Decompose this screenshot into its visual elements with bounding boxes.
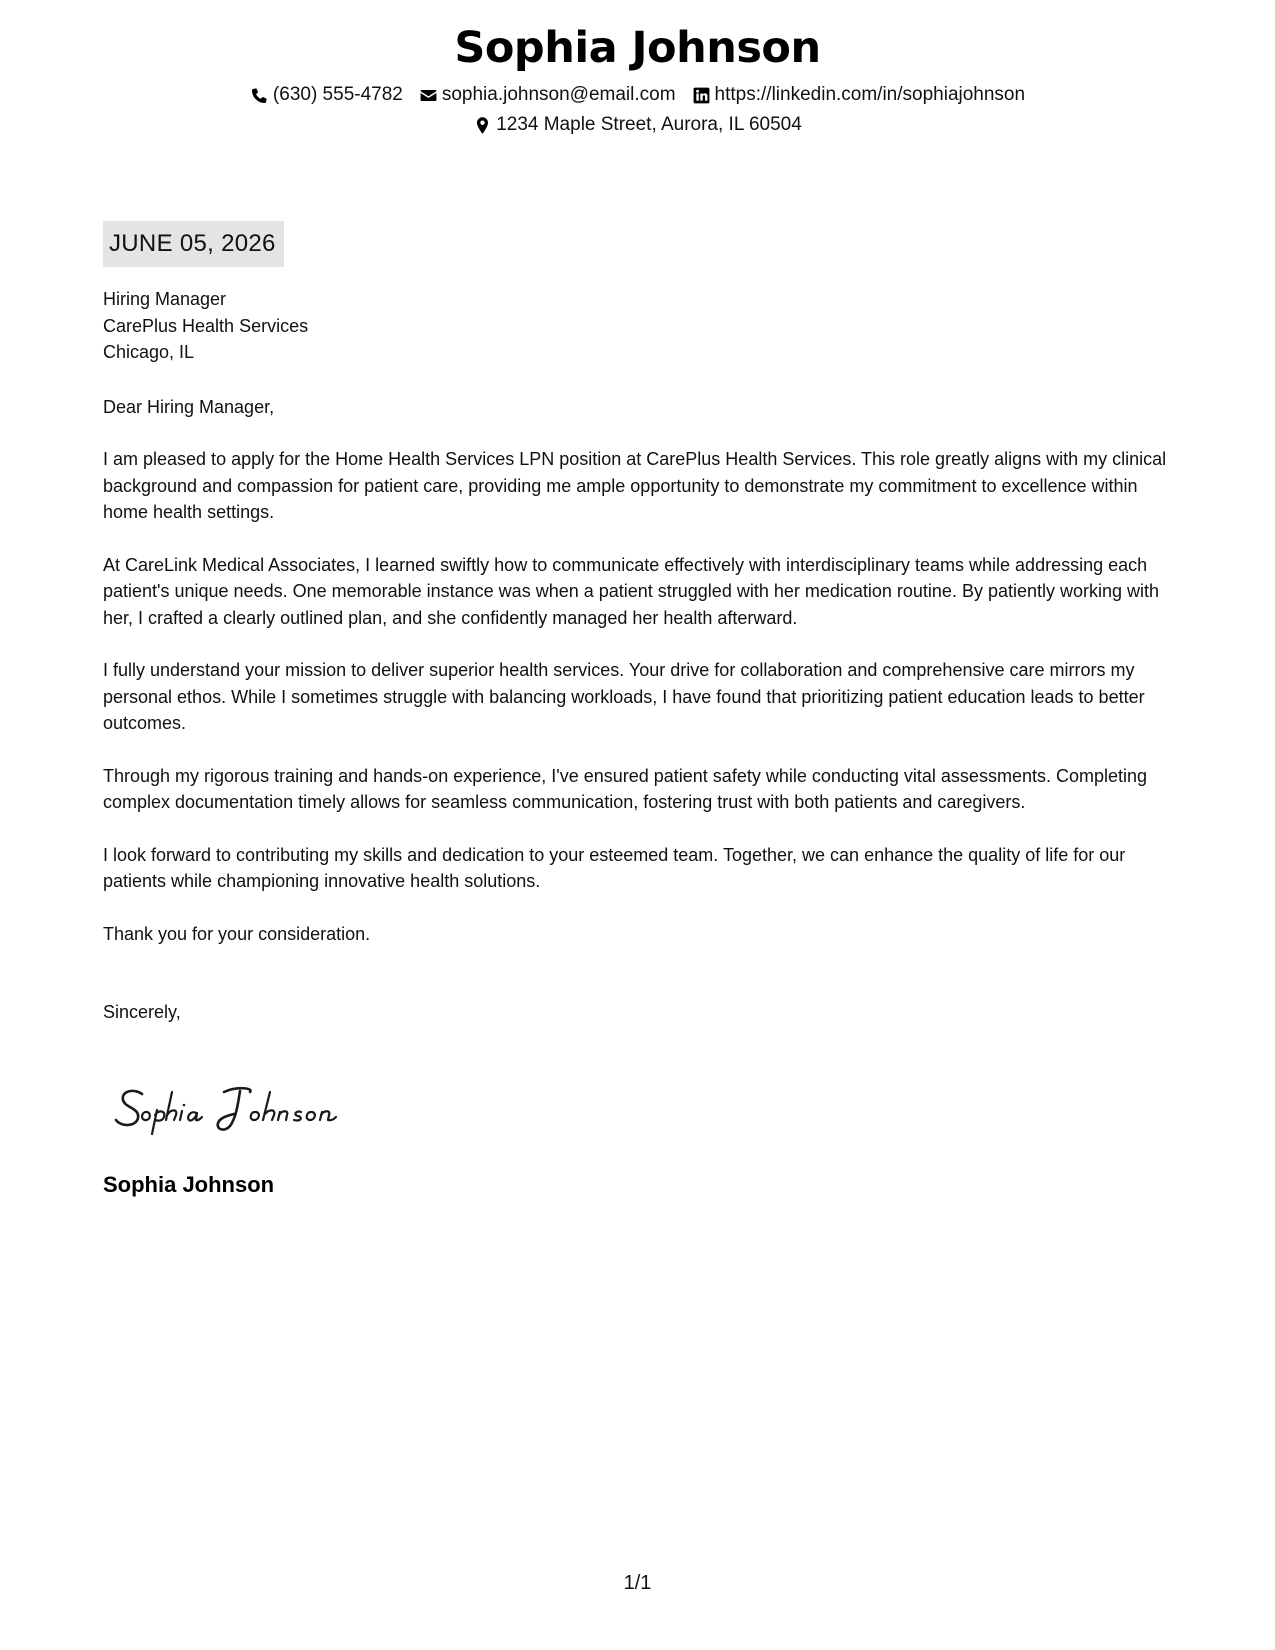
address-row xyxy=(0,112,1275,138)
letter-header xyxy=(0,20,1275,138)
page-indicator: 1/1 xyxy=(623,1572,652,1594)
recipient-title: Hiring Manager xyxy=(103,289,227,309)
signer-name: Sophia Johnson xyxy=(103,1172,275,1197)
salutation: Dear Hiring Manager, xyxy=(103,396,275,417)
body-paragraph: Through my rigorous training and hands-on experience, I've ensured patient safety while conducting vital assessments. Completing complex documentation timely allows for seamless communication, fostering trust with both patients and caregivers. xyxy=(103,765,1148,812)
contact-phone xyxy=(250,82,403,108)
phone-icon xyxy=(250,86,269,105)
email-address[interactable]: sophia.johnson@email.com xyxy=(441,84,676,105)
recipient-company: CarePlus Health Services xyxy=(103,315,309,336)
letter-date: JUNE 05, 2026 xyxy=(103,221,284,267)
linkedin-url[interactable]: https://linkedin.com/in/sophiajohnson xyxy=(714,84,1026,105)
handwritten-signature xyxy=(112,1082,362,1138)
street-address: 1234 Maple Street, Aurora, IL 60504 xyxy=(496,114,802,135)
body-paragraph: I am pleased to apply for the Home Health Services LPN position at CarePlus Health Services. This role greatly aligns with my clinical background and compassion for patient care, providing me ample opportunity to demonstrate my commitment to excellence within home health settings. xyxy=(103,449,1167,522)
applicant-name: Sophia Johnson xyxy=(454,23,821,73)
letter-body xyxy=(103,286,1178,1026)
thank-you-line: Thank you for your consideration. xyxy=(103,923,371,944)
contact-email[interactable] xyxy=(419,82,676,108)
recipient-block xyxy=(103,286,1178,366)
contact-linkedin[interactable] xyxy=(692,82,1026,108)
phone-number: (630) 555-4782 xyxy=(272,84,403,105)
body-paragraph: I look forward to contributing my skills and dedication to your esteemed team. Together, we can enhance the quality of life for our patients while championing innovative health solutions. xyxy=(103,844,1126,891)
contact-row xyxy=(0,82,1275,108)
envelope-icon xyxy=(419,86,438,105)
linkedin-icon xyxy=(692,86,711,105)
map-pin-icon xyxy=(473,116,492,135)
body-paragraph: I fully understand your mission to deliver superior health services. Your drive for collaboration and comprehensive care mirrors my personal ethos. While I sometimes struggle with balancing workloads, I have found that prioritizing patient education leads to better outcomes. xyxy=(103,660,1145,733)
body-paragraph: At CareLink Medical Associates, I learned swiftly how to communicate effectively with interdisciplinary teams while addressing each patient's unique needs. One memorable instance was when a patient struggled with her medication routine. By patiently working with her, I crafted a clearly outlined plan, and she confidently managed her health afterward. xyxy=(103,554,1160,628)
closing: Sincerely, xyxy=(103,1002,181,1022)
contact-address xyxy=(473,112,802,138)
recipient-location: Chicago, IL xyxy=(103,342,195,362)
